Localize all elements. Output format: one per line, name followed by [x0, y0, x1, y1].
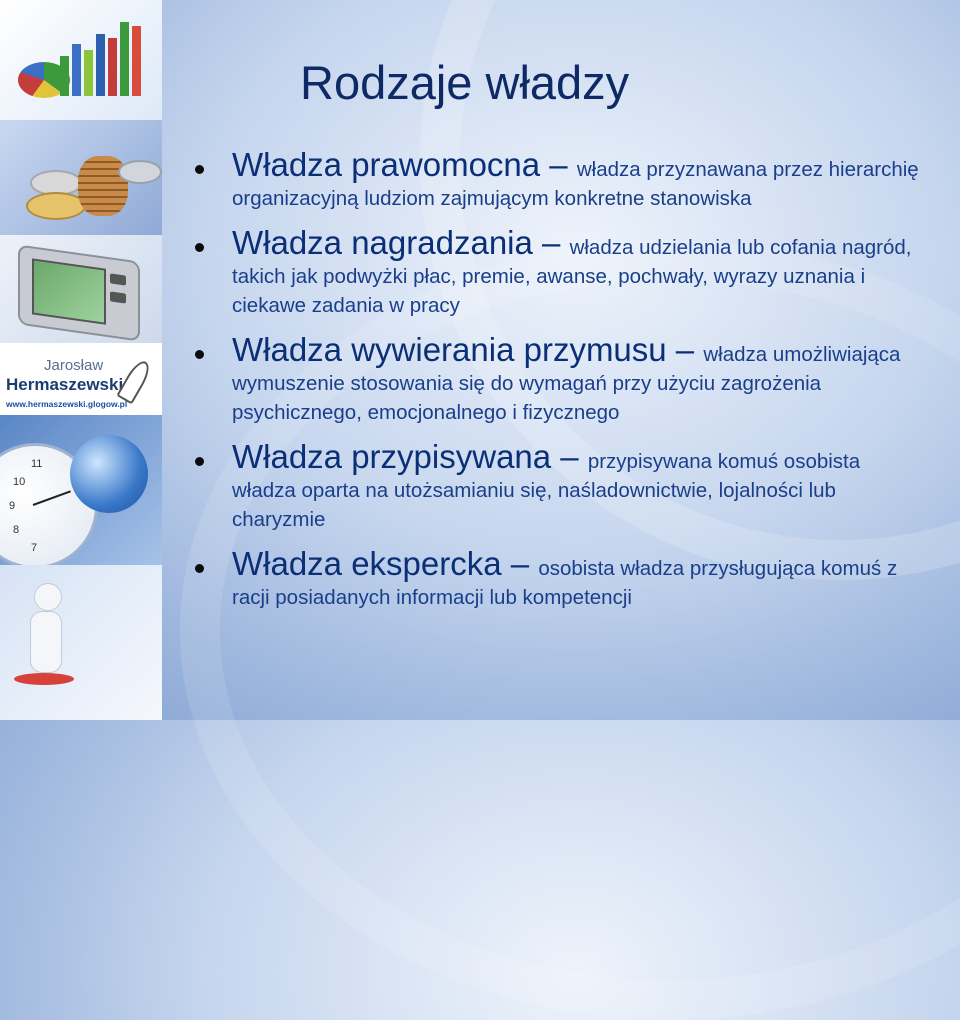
- coin-icon: [118, 160, 162, 184]
- power-definition: osobista władza przysługująca komuś z racji posiadanych informacji lub kompetencji: [232, 557, 898, 609]
- bar-chart-image: [0, 0, 162, 120]
- list-item: [195, 146, 925, 213]
- term-dash: –: [501, 545, 539, 582]
- author-url: www.hermaszewski.glogow.pl: [6, 399, 128, 409]
- pda-icon: [18, 244, 140, 341]
- bullet-icon: [195, 350, 204, 359]
- term-dash: –: [540, 146, 577, 183]
- pda-device-image: [0, 235, 162, 343]
- chart-bar: [108, 38, 117, 96]
- chart-bar: [60, 56, 69, 96]
- coins-image: [0, 120, 162, 235]
- clock-number: 11: [31, 458, 43, 470]
- power-types-list: [195, 146, 925, 627]
- power-definition: władza przyznawana przez hierarchię organizacyjną ludziom zajmującym konkretne stanowiska: [232, 158, 919, 210]
- power-term: Władza wywierania przymusu: [232, 331, 667, 368]
- clock-number: 9: [9, 500, 16, 512]
- power-definition: władza umożliwiająca wymuszenie stosowania się do wymagań przy użyciu zagrożenia psychicznego, emocjonalnego i fizycznego: [232, 343, 901, 424]
- chart-bar: [120, 22, 129, 96]
- coin-icon: [26, 192, 86, 220]
- chart-bar: [72, 44, 81, 96]
- figure-base-icon: [14, 673, 74, 685]
- slide-title: Rodzaje władzy: [300, 56, 630, 109]
- clock-number: 8: [13, 524, 20, 536]
- figure-body-icon: [30, 611, 62, 673]
- globe-icon: [70, 435, 148, 513]
- bullet-icon: [195, 165, 204, 174]
- clock-globe-image: [0, 415, 162, 565]
- list-item: [195, 545, 925, 612]
- chart-bar: [84, 50, 93, 96]
- power-definition: władza udzielania lub cofania nagród, takich jak podwyżki płac, premie, awanse, pochwały, wyrazy uznania i ciekawe zadania w pracy: [232, 236, 912, 317]
- figure-head-icon: [34, 583, 62, 611]
- thinking-figure-image: [0, 565, 162, 720]
- term-dash: –: [666, 331, 704, 368]
- author-block: [0, 343, 162, 415]
- power-term: Władza nagradzania: [232, 224, 533, 261]
- bullet-icon: [195, 243, 204, 252]
- power-term: Władza przypisywana: [232, 438, 552, 475]
- chart-bar: [96, 34, 105, 96]
- bullet-icon: [195, 457, 204, 466]
- term-dash: –: [551, 438, 588, 475]
- clock-number: 7: [31, 542, 38, 554]
- list-item: [195, 438, 925, 534]
- power-term: Władza prawomocna: [232, 146, 541, 183]
- bullet-icon: [195, 564, 204, 573]
- clock-number: 10: [13, 476, 26, 488]
- term-dash: –: [532, 224, 570, 261]
- image-sidebar: [0, 0, 162, 720]
- list-item: [195, 224, 925, 320]
- chart-bar: [132, 26, 141, 96]
- power-definition: przypisywana komuś osobista władza oparta na utożsamianiu się, naśladownictwie, lojalności lub charyzmie: [232, 450, 861, 531]
- list-item: [195, 331, 925, 427]
- author-first-name: Jarosław: [44, 357, 104, 374]
- author-last-name: Hermaszewski: [6, 375, 124, 394]
- power-term: Władza ekspercka: [232, 545, 502, 582]
